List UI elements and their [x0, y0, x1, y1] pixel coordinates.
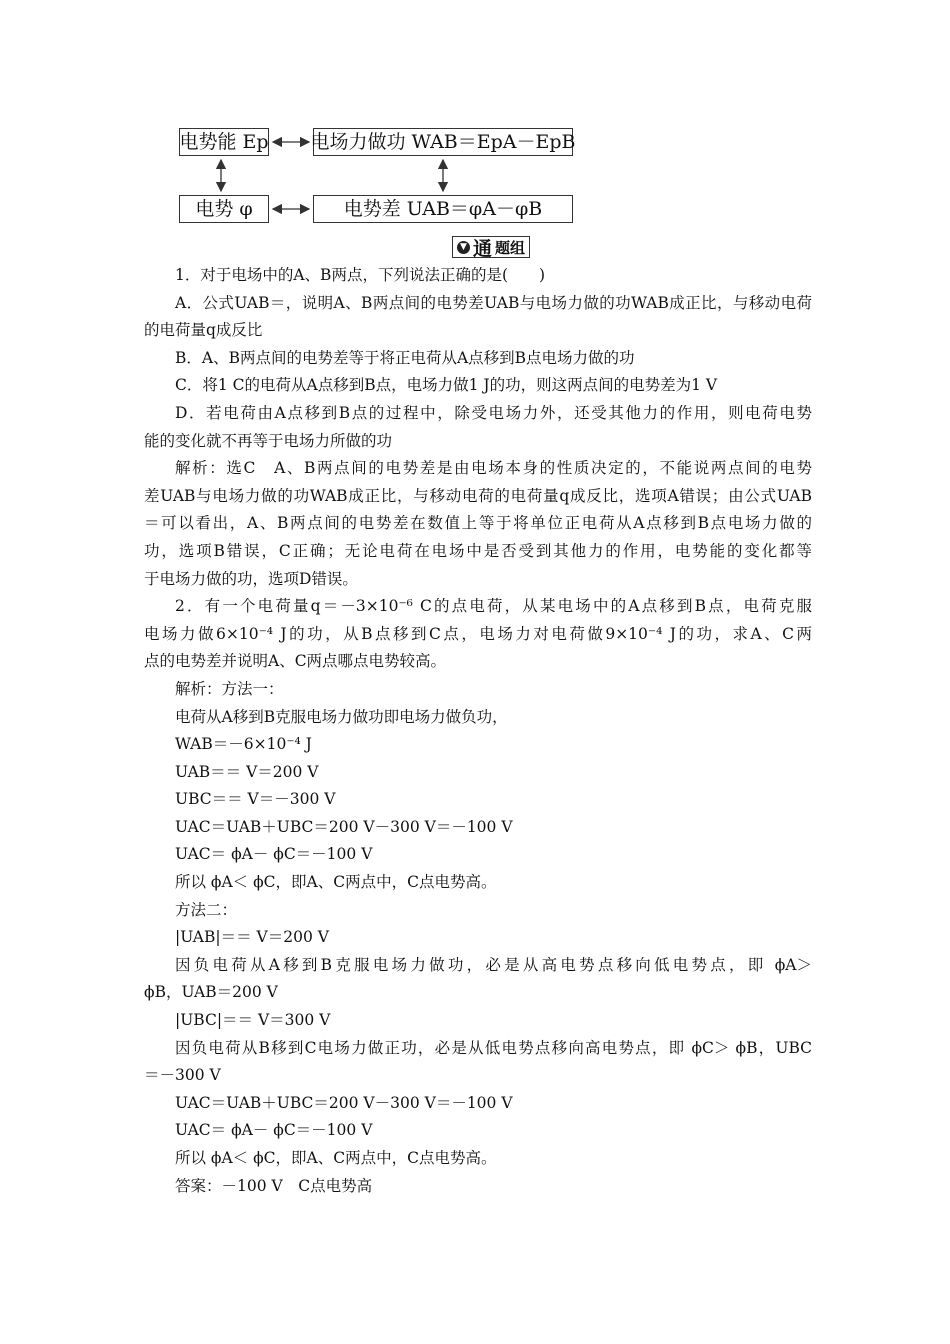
- text-line: 点的电势差并说明A、C两点哪点电势较高。: [144, 652, 447, 671]
- text-line: 功，选项B错误，C正确；无论电荷在电场中是否受到其他力的作用，电势能的变化都等: [144, 541, 812, 560]
- exercise-text: [144, 262, 812, 1200]
- text-line: 的电荷量q成反比: [144, 321, 263, 340]
- text-line: 所以 ϕA＜ ϕC，即A、C两点中，C点电势高。: [175, 1149, 497, 1167]
- text-line: 因负电荷从B移到C电场力做正功，必是从低电势点移向高电势点，即 ϕC＞ ϕB，UBC: [175, 1038, 812, 1057]
- text-line: 电场力做6×10⁻⁴ J的功，从B点移到C点，电场力对电荷做9×10⁻⁴ J的功，求A、C两: [144, 624, 812, 643]
- section-badge: [452, 236, 530, 258]
- text-line: 2．有一个电荷量q＝－3×10⁻⁶ C的点电荷，从某电场中的A点移到B点，电荷克服: [175, 597, 812, 616]
- text-line: |UBC|＝＝ V＝300 V: [175, 1011, 331, 1030]
- text-line: D．若电荷由A点移到B点的过程中，除受电场力外，还受其他力的作用，则电荷电势: [175, 403, 812, 422]
- text-line: 解析：方法一：: [175, 679, 284, 698]
- text-line: A．公式UAB＝，说明A、B两点间的电势差UAB与电场力做的功WAB成正比，与移动电荷: [175, 293, 812, 312]
- text-line: 1．对于电场中的A、B两点，下列说法正确的是( ): [175, 266, 546, 284]
- badge-rest-text: 题组: [495, 238, 526, 257]
- potential-label: 电势 φ: [195, 198, 253, 220]
- text-line: UAC＝ ϕA－ ϕC＝－100 V: [175, 845, 373, 864]
- text-line: ＝可以看出，A、B两点间的电势差在数值上等于将单位正电荷从A点移到B点电场力做的: [144, 514, 812, 533]
- text-line: 于电场力做的功，选项D错误。: [144, 569, 358, 588]
- text-line: 因负电荷从A移到B克服电场力做功，必是从高电势点移向低电势点，即 ϕA＞: [175, 955, 812, 974]
- text-line: WAB＝－6×10⁻⁴ J: [175, 735, 312, 754]
- badge-main-text: 通: [473, 237, 493, 260]
- potential-difference-label: 电势差 UAB＝φA－φB: [343, 198, 543, 220]
- text-line: |UAB|＝＝ V＝200 V: [175, 928, 329, 947]
- work-formula-label: 电场力做功 WAB＝EpA－EpB: [310, 131, 576, 153]
- chevron-down-icon: ▼: [457, 241, 470, 254]
- diagram-arrows: [0, 0, 950, 260]
- text-line: UAB＝＝ V＝200 V: [175, 762, 319, 781]
- text-line: UAC＝ ϕA－ ϕC＝－100 V: [175, 1121, 373, 1140]
- text-line: B．A、B两点间的电势差等于将正电荷从A点移到B点电场力做的功: [175, 348, 635, 367]
- text-line: UAC＝UAB＋UBC＝200 V－300 V＝－100 V: [175, 817, 513, 836]
- text-line: 电荷从A移到B克服电场力做功即电场力做负功，: [175, 707, 508, 726]
- text-line: UAC＝UAB＋UBC＝200 V－300 V＝－100 V: [175, 1093, 513, 1112]
- text-line: ＝－300 V: [144, 1066, 221, 1085]
- text-line: 差UAB与电场力做的功WAB成正比，与移动电荷的电荷量q成反比，选项A错误；由公式UAB: [144, 486, 812, 505]
- text-line: 方法二：: [175, 900, 238, 919]
- text-line: 能的变化就不再等于电场力所做的功: [144, 431, 393, 450]
- potential-energy-label: 电势能 Ep: [179, 131, 269, 153]
- text-line: C．将1 C的电荷从A点移到B点，电场力做1 J的功，则这两点间的电势差为1 V: [175, 376, 718, 395]
- text-line: 所以 ϕA＜ ϕC，即A、C两点中，C点电势高。: [175, 873, 497, 892]
- text-line: ϕB，UAB＝200 V: [144, 983, 278, 1002]
- text-line: 解析：选C A、B两点间的电势差是由电场本身的性质决定的，不能说两点间的电势: [175, 459, 812, 478]
- text-line: UBC＝＝ V＝－300 V: [175, 790, 336, 809]
- text-line: 答案：－100 V C点电势高: [175, 1176, 373, 1195]
